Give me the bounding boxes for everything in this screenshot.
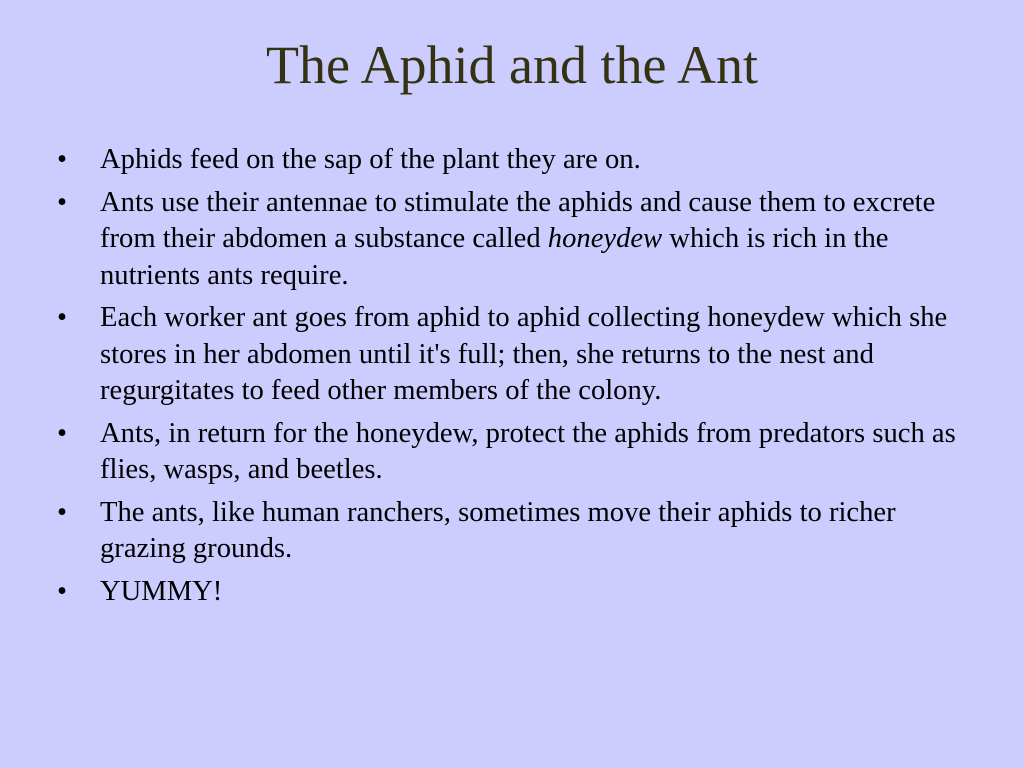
bullet-icon: • bbox=[57, 186, 68, 218]
bullet-icon: • bbox=[57, 302, 68, 333]
bullet-item-5 bbox=[57, 495, 977, 568]
bullet-text bbox=[100, 497, 896, 565]
bullet-icon: • bbox=[57, 496, 68, 528]
bullet-text-segment: Ants, in return for the honeydew, protect the aphids from predators such as flies, wasps, and beetles. bbox=[100, 417, 956, 485]
bullet-icon: • bbox=[57, 417, 68, 449]
bullet-emphasis-term: honeydew bbox=[547, 223, 663, 254]
bullet-item-6 bbox=[57, 574, 977, 611]
bullet-text bbox=[100, 576, 222, 607]
bullet-text bbox=[100, 187, 935, 291]
bullet-text bbox=[100, 418, 956, 486]
bullet-text-segment: Aphids feed on the sap of the plant they are on. bbox=[100, 144, 641, 175]
bullet-text bbox=[100, 302, 947, 406]
bullet-item-2 bbox=[57, 185, 977, 295]
bullet-text-segment: YUMMY! bbox=[100, 575, 223, 607]
slide-title: The Aphid and the Ant bbox=[266, 35, 758, 95]
bullet-list bbox=[57, 142, 977, 616]
bullet-text-segment: The ants, like human ranchers, sometimes move their aphids to richer grazing grounds. bbox=[100, 496, 896, 564]
bullet-text-segment: Ants use their antennae to stimulate the aphids and cause them to excrete from their abdomen a substance called bbox=[100, 186, 936, 254]
bullet-text bbox=[100, 144, 641, 175]
bullet-item-4 bbox=[57, 416, 977, 489]
bullet-icon: • bbox=[57, 144, 68, 175]
bullet-text-segment: Each worker ant goes from aphid to aphid collecting honeydew which she stores in her abdomen until it's full; then, she returns to the nest and regurgitates to feed other members of the colony. bbox=[100, 302, 948, 406]
bullet-icon: • bbox=[57, 575, 68, 607]
bullet-item-3 bbox=[57, 300, 977, 410]
bullet-text-segment: which is rich in the nutrients ants require. bbox=[100, 223, 889, 291]
bullet-item-1 bbox=[57, 142, 977, 179]
